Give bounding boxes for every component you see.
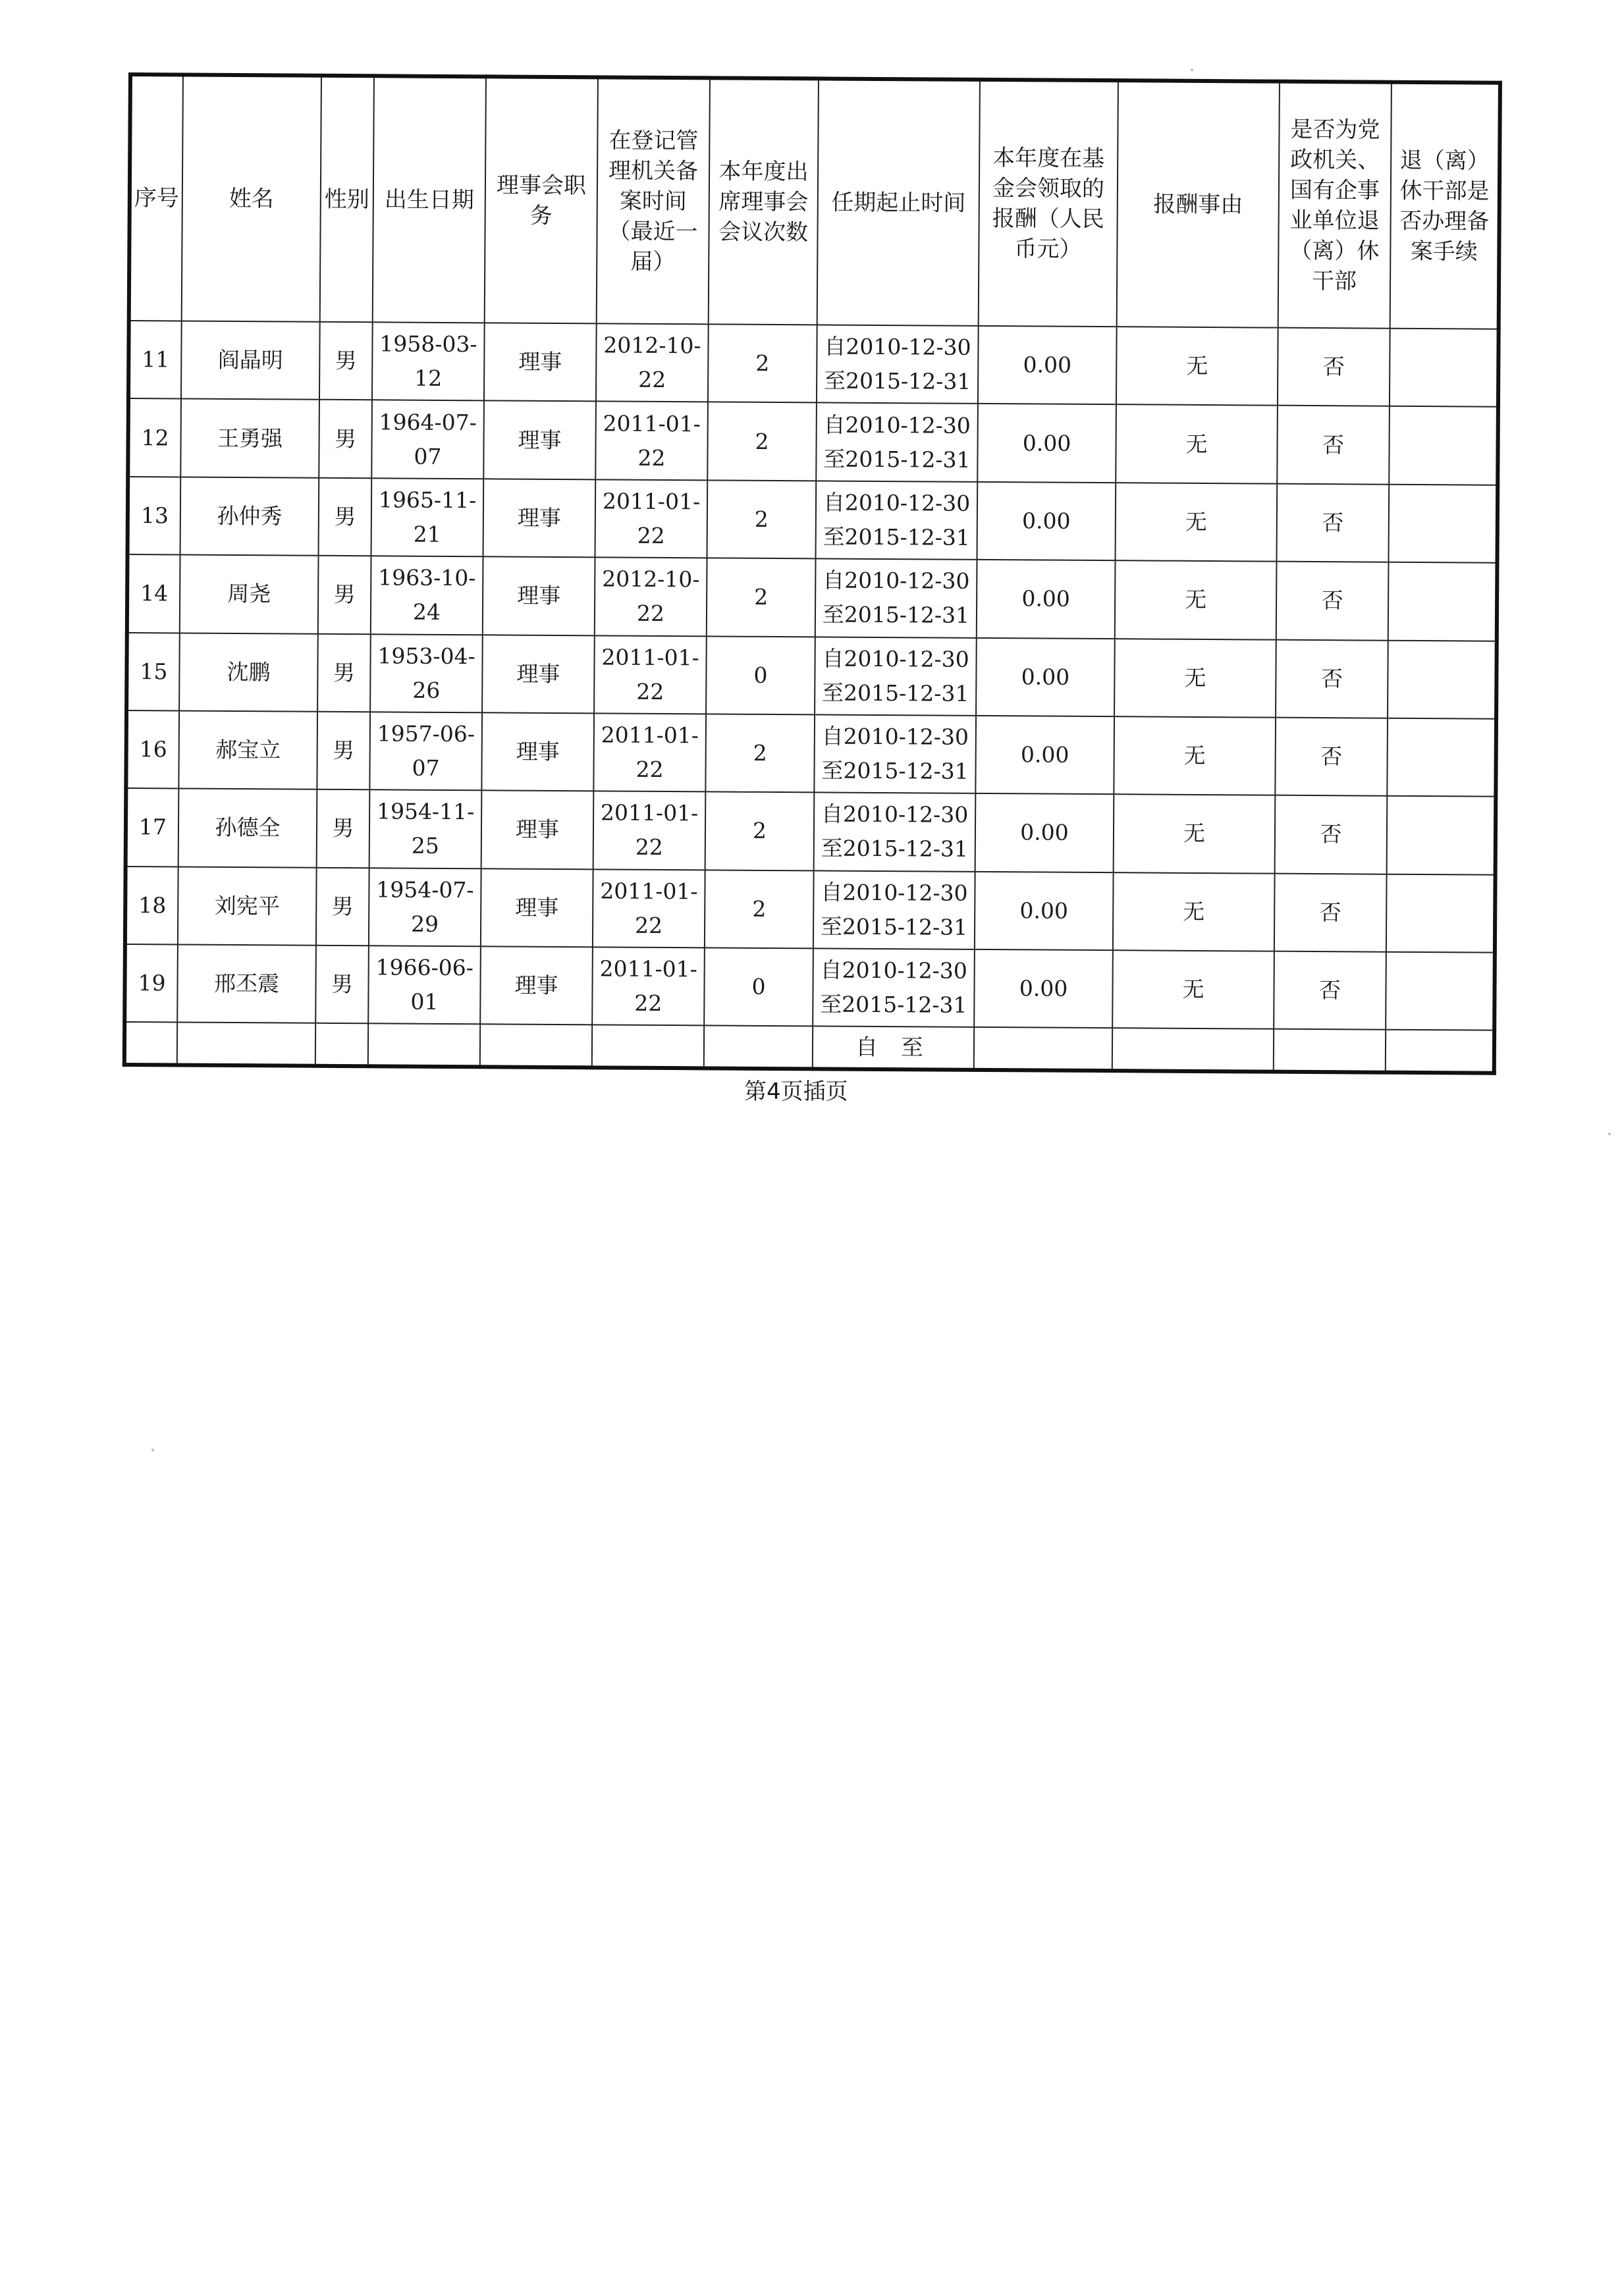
header-position: 理事会职务 [485,76,598,323]
cell-name: 王勇强 [180,399,319,478]
term-from: 自2010-12-30 [823,567,970,595]
blank-cell [1112,1028,1274,1072]
term-from: 自2010-12-30 [821,879,968,906]
cell-term [813,948,975,1027]
cell-pay-reason: 无 [1116,405,1278,484]
cell-pay: 0.00 [977,560,1116,639]
cell-pay: 0.00 [975,793,1114,872]
cell-retired-cadre: 否 [1276,483,1389,562]
cell-position: 理事 [481,791,594,869]
cell-seq: 15 [126,633,180,711]
cell-name: 孙德全 [178,789,317,868]
cell-gender: 男 [315,946,369,1024]
blank-term-cell: 自 至 [813,1027,974,1070]
blank-cell [177,1023,315,1066]
table-row [127,554,1498,641]
term-to: 至2015-12-31 [821,835,969,863]
header-retired-cadre: 是否为党政机关、国有企事业单位退（离）休干部 [1278,82,1392,329]
cell-meetings-attended: 2 [707,402,817,481]
term-to: 至2015-12-31 [823,446,971,473]
cell-meetings-attended: 2 [705,714,815,792]
cell-pay: 0.00 [975,716,1114,795]
term-to: 至2015-12-31 [822,601,970,629]
cell-filing-time: 2011-01-22 [595,402,708,480]
cell-filing-done [1386,952,1495,1030]
table-row [126,633,1497,719]
cell-seq: 14 [127,554,180,633]
cell-pay-reason: 无 [1116,327,1278,406]
blank-cell [368,1024,480,1067]
cell-name: 阎晶明 [181,321,320,400]
cell-birth-date: 1954-11-25 [369,790,482,868]
cell-birth-date: 1957-06-07 [369,712,482,790]
blank-row [124,1022,1494,1073]
table-row [128,321,1499,407]
cell-pay-reason: 无 [1114,639,1276,718]
term-from: 自2010-12-30 [824,333,971,361]
cell-seq: 18 [125,867,178,945]
cell-pay-reason: 无 [1114,794,1276,873]
cell-filing-time: 2011-01-22 [592,947,705,1025]
cell-gender: 男 [317,633,371,712]
cell-birth-date: 1954-07-29 [369,868,481,946]
cell-birth-date: 1953-04-26 [370,634,483,712]
cell-retired-cadre: 否 [1275,795,1388,874]
cell-position: 理事 [483,479,596,557]
blank-cell [1274,1029,1386,1073]
cell-position: 理事 [483,401,596,479]
cell-birth-date: 1966-06-01 [368,946,481,1024]
cell-meetings-attended: 2 [708,324,817,402]
cell-term [816,481,978,560]
cell-seq: 11 [128,321,182,399]
cell-pay: 0.00 [976,637,1115,716]
cell-seq: 13 [128,477,181,555]
cell-filing-time: 2011-01-22 [593,713,706,791]
cell-name: 邢丕震 [177,944,316,1023]
cell-name: 沈鹏 [179,633,318,712]
cell-filing-done [1386,874,1496,952]
cell-filing-done [1390,329,1499,407]
cell-position: 理事 [480,946,593,1025]
cell-pay-reason: 无 [1115,560,1277,639]
header-filing-done: 退（离）休干部是否办理备案手续 [1390,82,1500,329]
term-from: 自2010-12-30 [821,801,969,828]
cell-pay-reason: 无 [1112,950,1274,1029]
cell-name: 孙仲秀 [180,477,319,556]
header-row [129,74,1500,329]
cell-meetings-attended: 0 [704,948,813,1026]
cell-retired-cadre: 否 [1278,328,1390,406]
cell-gender: 男 [317,712,370,790]
cell-term [816,403,978,482]
header-pay: 本年度在基金会领取的报酬（人民币元） [979,80,1118,327]
term-from: 自2010-12-30 [823,489,971,516]
cell-position: 理事 [481,868,593,947]
cell-retired-cadre: 否 [1275,718,1388,796]
cell-pay: 0.00 [977,482,1116,561]
table-row [125,867,1496,953]
cell-gender: 男 [319,478,372,556]
cell-seq: 19 [124,944,178,1023]
cell-retired-cadre: 否 [1277,406,1390,484]
blank-cell [704,1026,813,1069]
header-birth-date: 出生日期 [373,76,486,323]
term-from: 自2010-12-30 [822,645,969,672]
cell-meetings-attended: 2 [705,870,814,948]
cell-gender: 男 [319,400,372,478]
cell-filing-time: 2011-01-22 [593,869,705,948]
header-term: 任期起止时间 [817,78,980,325]
cell-birth-date: 1965-11-21 [371,478,484,556]
term-to: 至2015-12-31 [823,367,971,395]
term-from: 自2010-12-30 [821,723,969,750]
scan-speck [1191,68,1193,71]
scan-speck [151,1449,154,1451]
cell-seq: 16 [126,710,179,789]
cell-term [814,793,976,872]
header-seq: 序号 [129,74,183,321]
board-members-table [122,72,1502,1075]
page-label: 第4页插页 [744,1079,848,1105]
header-pay-reason: 报酬事由 [1117,80,1280,327]
cell-pay: 0.00 [977,404,1116,483]
table-row [128,398,1498,485]
cell-filing-done [1389,406,1498,485]
cell-position: 理事 [484,323,597,401]
cell-seq: 17 [126,788,179,867]
blank-cell [315,1023,368,1066]
cell-term [817,325,979,404]
cell-pay-reason: 无 [1113,872,1275,951]
term-to: 至2015-12-31 [822,680,969,707]
cell-gender: 男 [317,789,370,868]
cell-gender: 男 [318,556,371,634]
cell-birth-date: 1963-10-24 [371,556,483,634]
table-row [126,788,1496,874]
blank-cell [592,1025,704,1069]
cell-meetings-attended: 2 [707,480,817,558]
blank-cell [974,1027,1112,1071]
cell-retired-cadre: 否 [1274,951,1386,1030]
table-row [128,477,1498,563]
cell-filing-time: 2012-10-22 [595,557,707,635]
cell-filing-time: 2011-01-22 [595,479,708,558]
cell-meetings-attended: 2 [705,792,815,870]
cell-name: 刘宪平 [178,867,317,946]
cell-filing-done [1387,796,1496,874]
cell-filing-done [1388,484,1498,562]
blank-cell [480,1025,592,1068]
table-row [126,710,1496,797]
header-filing-time: 在登记管理机关备案时间（最近一届） [597,77,710,324]
cell-position: 理事 [482,635,595,713]
term-to: 至2015-12-31 [820,913,968,940]
blank-cell [1386,1030,1494,1073]
cell-filing-time: 2011-01-22 [593,791,706,870]
cell-filing-done [1388,562,1498,641]
cell-pay-reason: 无 [1114,716,1276,795]
cell-filing-time: 2012-10-22 [596,323,709,402]
cell-position: 理事 [483,556,595,635]
header-name: 姓名 [182,75,321,322]
cell-retired-cadre: 否 [1276,639,1388,718]
term-from: 自2010-12-30 [820,957,967,984]
cell-birth-date: 1958-03-12 [372,322,485,400]
cell-pay: 0.00 [975,872,1114,951]
cell-filing-time: 2011-01-22 [594,635,707,714]
cell-filing-done [1388,640,1497,718]
header-gender: 性别 [320,76,374,322]
cell-pay-reason: 无 [1115,483,1277,562]
table-row [124,944,1495,1030]
cell-pay: 0.00 [978,326,1117,405]
cell-pay: 0.00 [974,949,1113,1028]
table-body [124,321,1499,1073]
cell-term [815,637,977,716]
cell-name: 郝宝立 [178,710,317,789]
cell-term [814,714,976,793]
cell-seq: 12 [128,398,181,477]
scan-speck [1608,1133,1611,1135]
cell-birth-date: 1964-07-07 [371,400,484,479]
cell-filing-done [1387,718,1496,797]
cell-meetings-attended: 2 [707,558,816,637]
term-to: 至2015-12-31 [821,757,969,784]
cell-gender: 男 [316,867,369,946]
term-to: 至2015-12-31 [823,523,970,550]
term-from: 自2010-12-30 [823,412,971,439]
cell-position: 理事 [481,712,594,791]
cell-retired-cadre: 否 [1274,873,1387,951]
cell-term [815,559,977,638]
cell-retired-cadre: 否 [1276,562,1389,640]
cell-name: 周尧 [180,555,319,634]
cell-gender: 男 [319,322,373,400]
cell-meetings-attended: 0 [706,636,815,714]
cell-term [813,870,975,949]
term-to: 至2015-12-31 [820,991,967,1018]
blank-cell [124,1022,177,1065]
header-meetings-attended: 本年度出席理事会会议次数 [709,78,819,325]
